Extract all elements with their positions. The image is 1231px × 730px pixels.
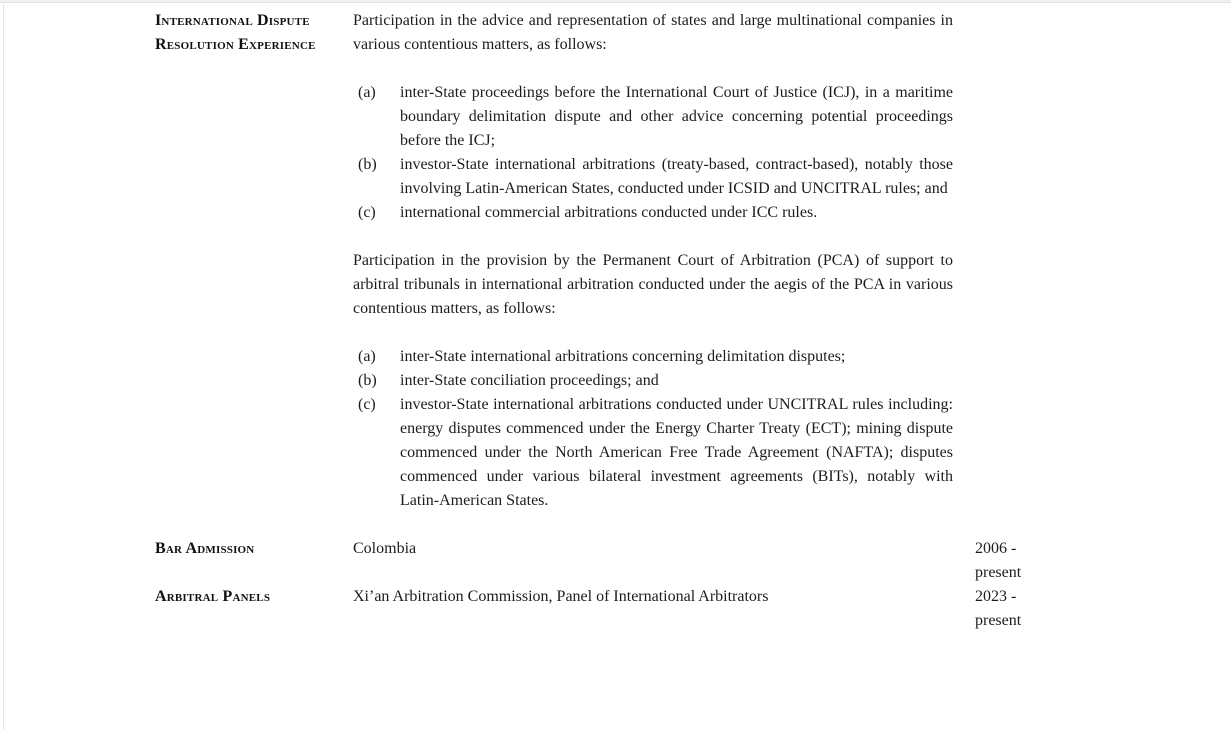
list-item-text: investor-State international arbitrations (treaty-based, contract-based), notably those involving Latin-American States, conducted under ICSID and UNCITRAL rules; and <box>400 156 953 197</box>
list-item-marker: (c) <box>358 204 376 221</box>
list-item-text: inter-State proceedings before the International Court of Justice (ICJ), in a maritime boundary delimitation dispute and other advice concerning potential proceedings before the ICJ; <box>400 84 953 149</box>
arbitral-panels-value: Xi’an Arbitration Commission, Panel of International Arbitrators <box>353 588 769 605</box>
list-item-marker: (a) <box>358 84 376 101</box>
bar-admission-label: Bar Admission <box>155 540 255 557</box>
list-item <box>353 81 953 153</box>
experience-list-2 <box>353 345 953 513</box>
list-item-marker: (b) <box>358 156 377 173</box>
list-item-text: investor-State international arbitrations conducted under UNCITRAL rules including: energy disputes commenced under the Energy Charter Treaty (ECT); mining dispute commenced under the North American Free Trade Agreement (NAFTA); disputes commenced under various bilateral investment agreements (BITs), notably with Latin-American States. <box>400 396 953 509</box>
experience-section-body <box>353 9 953 513</box>
list-item <box>353 369 953 393</box>
list-item <box>353 153 953 201</box>
list-item-text: international commercial arbitrations conducted under ICC rules. <box>400 204 818 221</box>
list-item-marker: (b) <box>358 372 377 389</box>
list-item-text: inter-State international arbitrations concerning delimitation disputes; <box>400 348 846 365</box>
list-item-text: inter-State conciliation proceedings; and <box>400 372 659 389</box>
experience-intro-paragraph-2: Participation in the provision by the Permanent Court of Arbitration (PCA) of support to arbitral tribunals in international arbitration conducted under the aegis of the PCA in various contentious matters, as follows: <box>353 252 953 317</box>
bar-admission-period: 2006 - present <box>975 540 1022 581</box>
list-item <box>353 393 953 513</box>
experience-list-1 <box>353 81 953 225</box>
page-left-edge <box>3 4 4 730</box>
section-arbitral-panels <box>155 585 1197 633</box>
list-item-marker: (c) <box>358 396 376 413</box>
list-item <box>353 345 953 369</box>
list-item <box>353 201 953 225</box>
experience-intro-paragraph-1: Participation in the advice and representation of states and large multinational companies in various contentious matters, as follows: <box>353 12 953 53</box>
experience-section-label: International Dispute Resolution Experience <box>155 12 316 53</box>
section-bar-admission <box>155 537 1197 585</box>
page-top-edge <box>0 0 1231 3</box>
section-experience <box>155 9 1197 513</box>
arbitral-panels-period: 2023 - present <box>975 588 1022 629</box>
bar-admission-value: Colombia <box>353 540 417 557</box>
list-item-marker: (a) <box>358 348 376 365</box>
page-content <box>155 9 1197 633</box>
arbitral-panels-label: Arbitral Panels <box>155 588 271 605</box>
